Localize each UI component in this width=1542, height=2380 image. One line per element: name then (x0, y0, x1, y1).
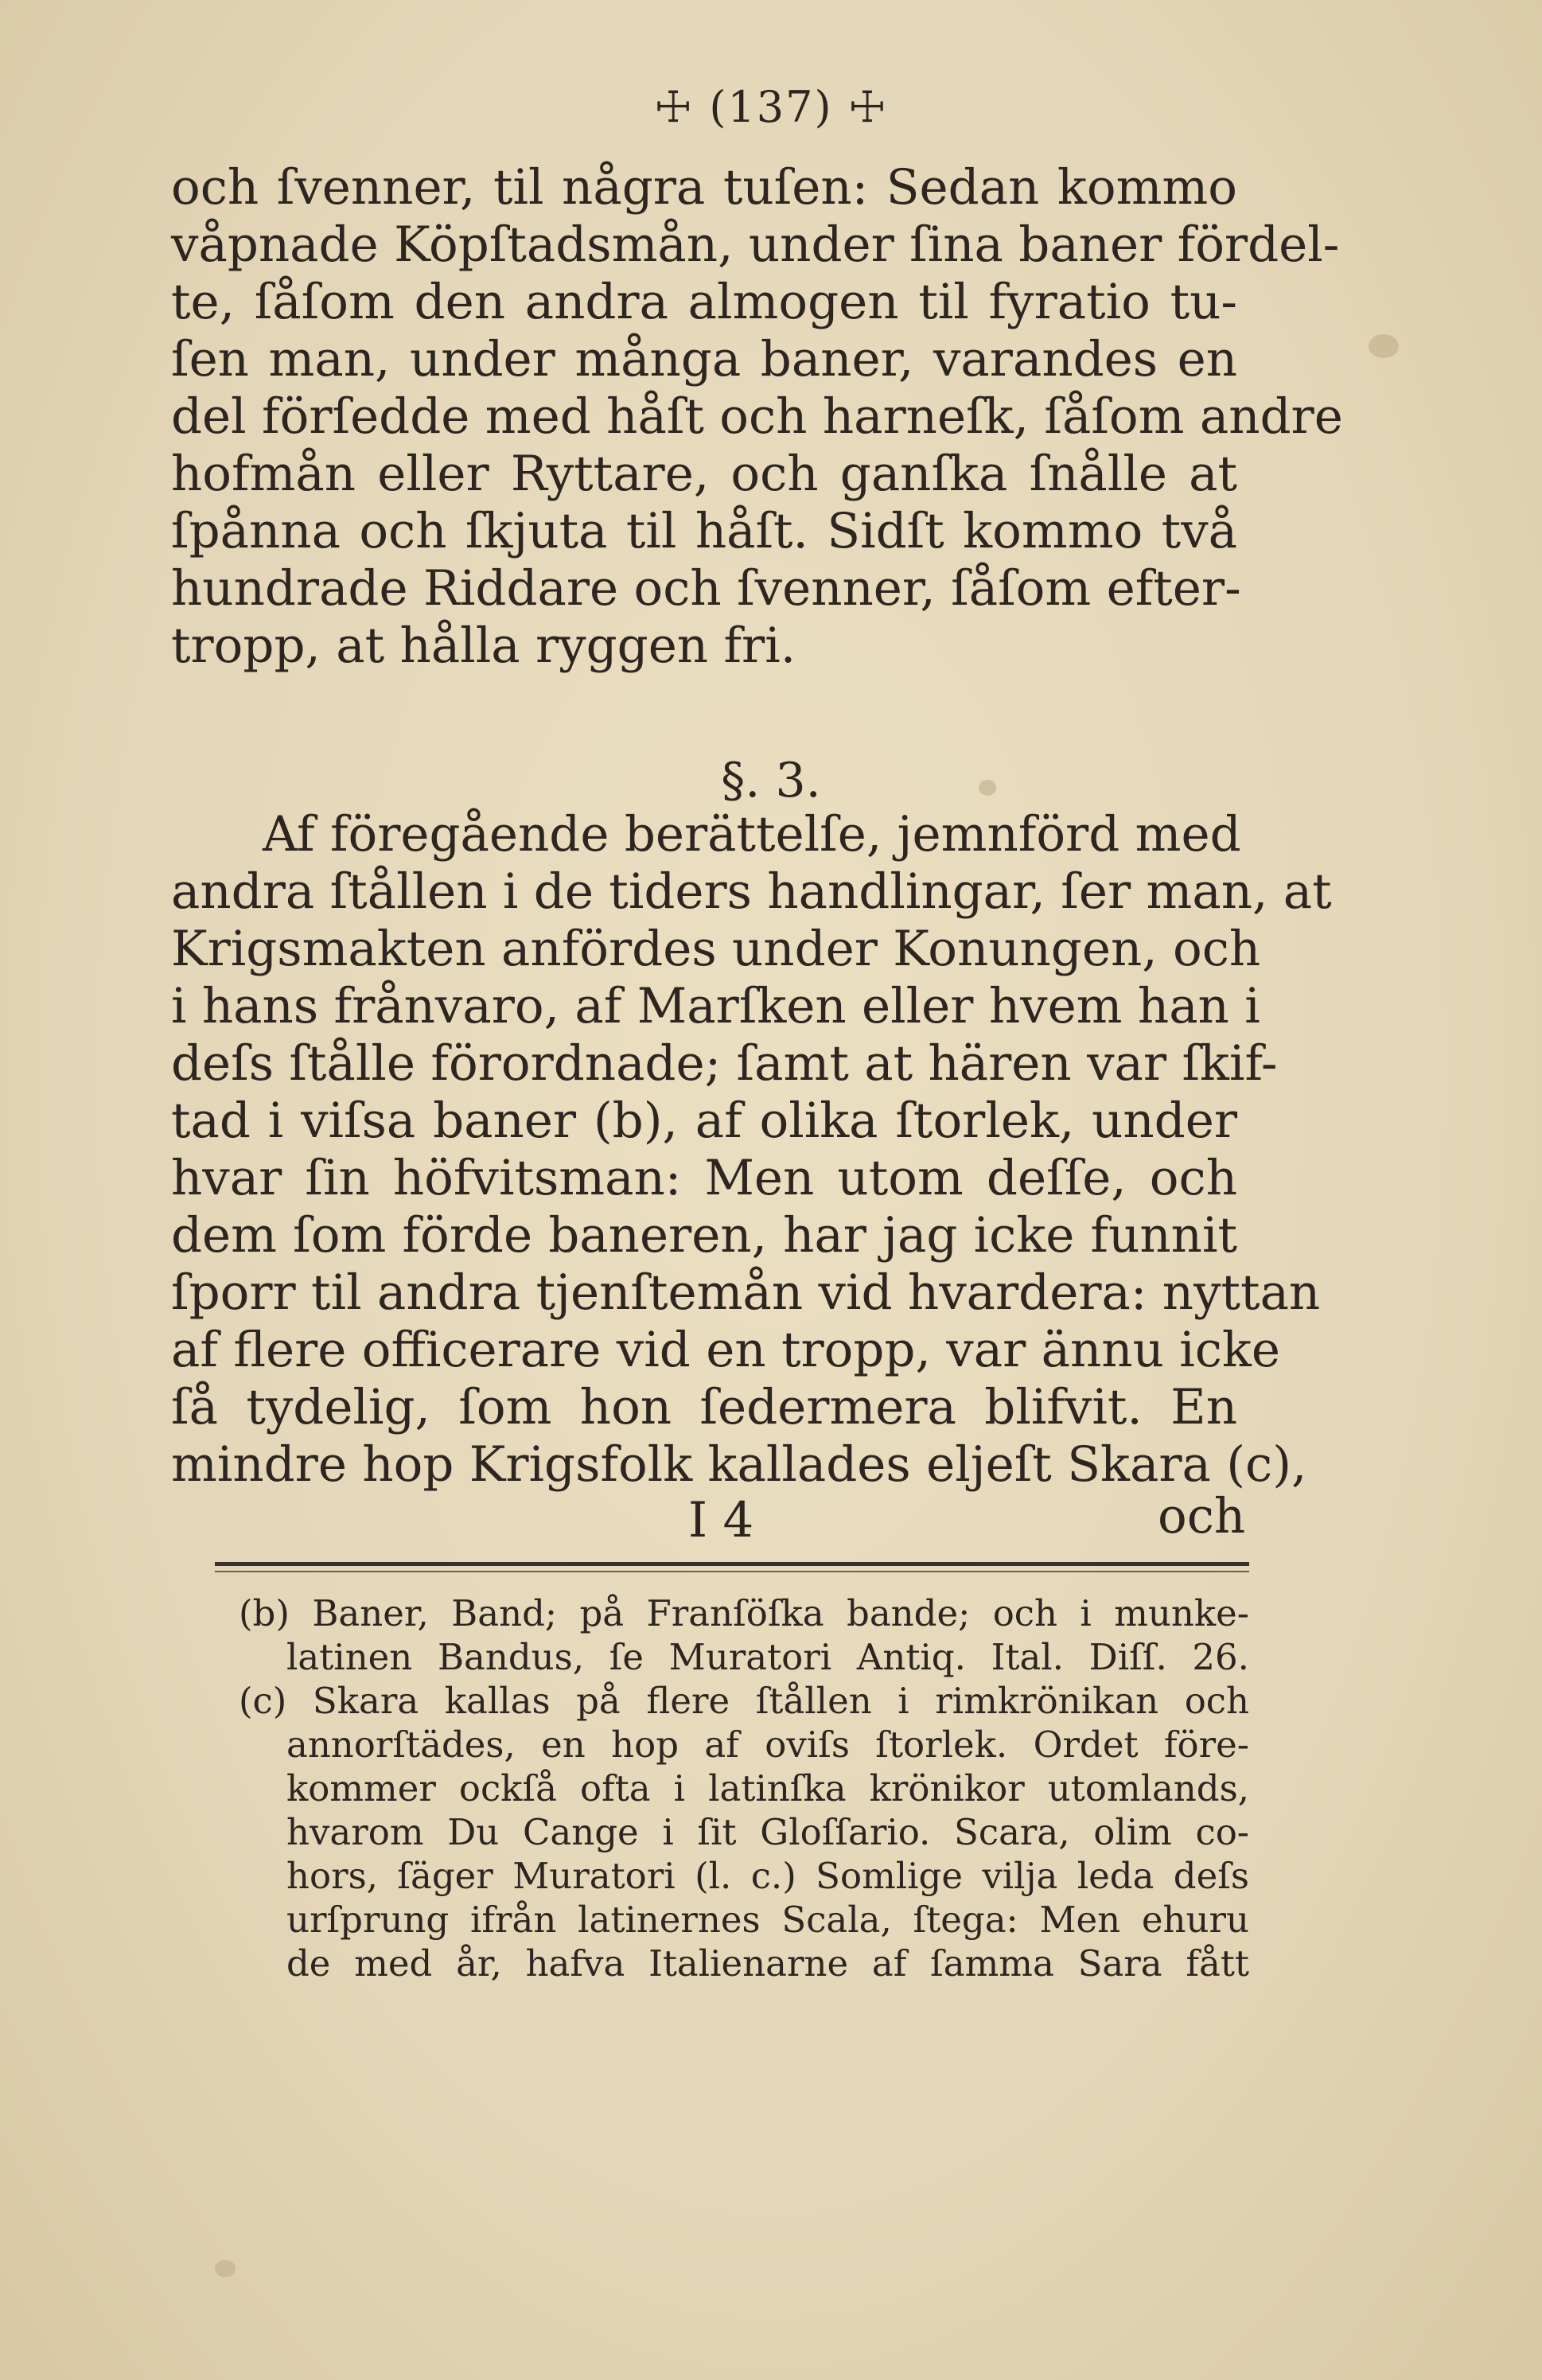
body-line: mindre hop Krigsfolk kallades eljeſt Skara (c), (171, 1436, 1307, 1493)
body-line: ſen man, under många baner, varandes en (171, 331, 1237, 388)
body-line: ſpånna och ſkjuta til håſt. Sidſt kommo två (171, 503, 1237, 559)
page-number-header: ☩ (137) ☩ (653, 82, 889, 132)
body-line: i hans frånvaro, af Marſken eller hvem han i (171, 978, 1260, 1034)
body-line: våpnade Köpſtadsmån, under ſina baner fördel- (171, 216, 1340, 273)
paper-stain (215, 2260, 236, 2277)
body-line: af flere officerare vid en tropp, var ännu icke (171, 1322, 1280, 1378)
footnote-line: (b) Baner, Band; på Franſöſka bande; och i munke- (239, 1592, 1249, 1634)
body-line: dem ſom förde baneren, har jag icke funnit (171, 1207, 1237, 1264)
paper-stain (1369, 334, 1399, 358)
footnote-line: de med år, hafva Italienarne af ſamma Sara fått (286, 1942, 1249, 1985)
body-line: ſå tydelig, ſom hon ſedermera blifvit. En (171, 1379, 1237, 1435)
body-line: te, ſåſom den andra almogen til fyratio tu- (171, 274, 1237, 330)
body-line: Af föregående berättelſe, jemnförd med (263, 806, 1241, 863)
body-line: ſporr til andra tjenſtemån vid hvardera: nyttan (171, 1264, 1321, 1321)
footnote-line: hors, ſäger Muratori (l. c.) Somlige vilja leda deſs (286, 1855, 1249, 1897)
footnote-line: annorſtädes, en hop af oviſs ſtorlek. Ordet före- (286, 1724, 1249, 1766)
body-line: del förſedde med håſt och harneſk, ſåſom andre (171, 388, 1343, 445)
body-line: hvar ſin höfvitsman: Men utom deſſe, och (171, 1150, 1237, 1206)
signature-mark: I 4 (688, 1492, 754, 1548)
body-line: hofmån eller Ryttare, och ganſka ſnålle at (171, 446, 1237, 502)
section-heading: §. 3. (721, 753, 821, 808)
footnote-rule (215, 1562, 1249, 1572)
body-line: och ſvenner, til några tuſen: Sedan kommo (171, 159, 1237, 216)
footnote-line: (c) Skara kallas på flere ſtållen i rimkrönikan och (239, 1680, 1249, 1722)
body-line: tad i viſsa baner (b), af olika ſtorlek, under (171, 1093, 1237, 1149)
footnote-line: hvarom Du Cange i ſit Gloſſario. Scara, olim co- (286, 1811, 1249, 1853)
body-line: Krigsmakten anfördes under Konungen, och (171, 921, 1261, 977)
footnote-line: urſprung ifrån latinernes Scala, ſtega: Men ehuru (286, 1899, 1249, 1941)
body-line: hundrade Riddare och ſvenner, ſåſom efter- (171, 560, 1241, 617)
body-line: tropp, at hålla ryggen fri. (171, 617, 796, 674)
body-line: andra ſtållen i de tiders handlingar, ſer man, at (171, 863, 1332, 920)
footnote-line: latinen Bandus, ſe Muratori Antiq. Ital. Diſſ. 26. (286, 1636, 1249, 1678)
catchword: och (1158, 1488, 1246, 1544)
body-line: deſs ſtålle förordnade; ſamt at hären var ſkif- (171, 1035, 1278, 1092)
footnote-line: kommer ockſå ofta i latinſka krönikor utomlands, (286, 1767, 1249, 1809)
